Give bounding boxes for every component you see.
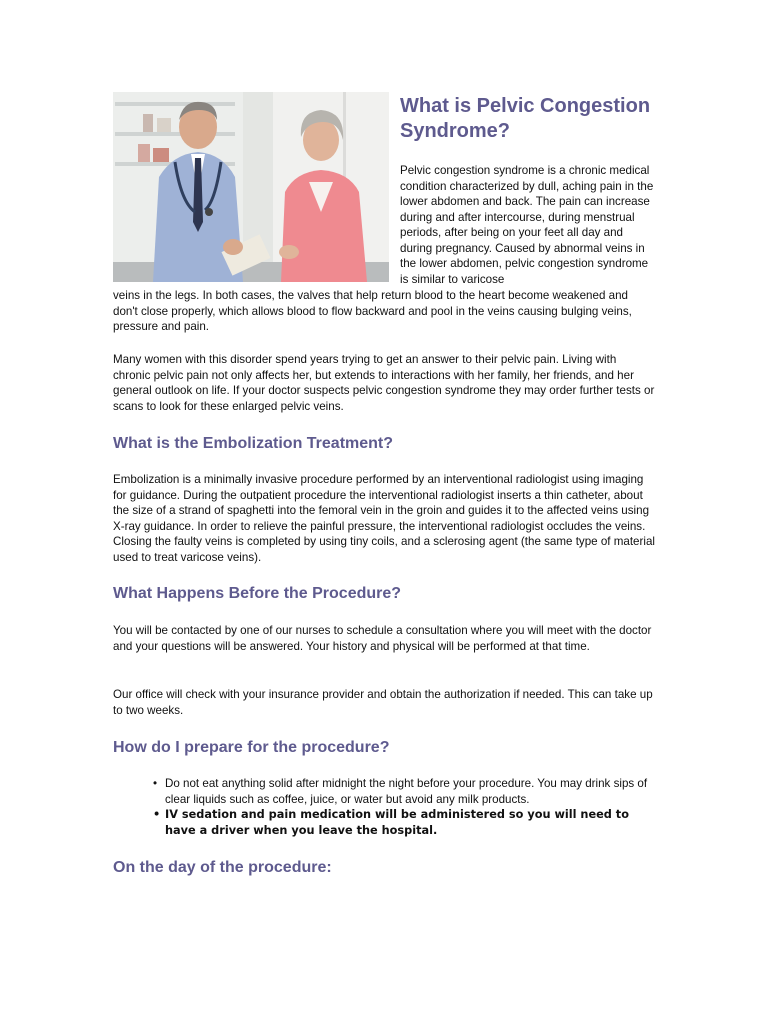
- list-item: [113, 776, 655, 807]
- heading-embolization: What is the Embolization Treatment?: [113, 435, 394, 452]
- paragraph-consultation: You will be contacted by one of our nurses to schedule a consultation where you will meet with the doctor and your questions will be answered. Your history and physical will be performed at that time.: [113, 624, 652, 653]
- heading-before-procedure: What Happens Before the Procedure?: [113, 585, 402, 602]
- bullet-marker: •: [153, 777, 158, 790]
- list-item: [113, 807, 655, 838]
- bullet-text-no-food: Do not eat anything solid after midnight the night before your procedure. You may drink sips of clear liquids such as coffee, juice, or water but avoid any milk products.: [165, 777, 648, 806]
- doctor-patient-illustration: [113, 92, 389, 282]
- bullet-marker: •: [153, 808, 161, 821]
- intro-paragraph-continued: veins in the legs. In both cases, the valves that help return blood to the heart become weakened and don't close properly, which allows blood to flow backward and pool in the veins causing bulging veins, pressure and pain.: [113, 289, 632, 333]
- heading-prepare: How do I prepare for the procedure?: [113, 739, 390, 756]
- bullet-text-sedation: IV sedation and pain medication will be administered so you will need to have a driver when you leave the hospital.: [165, 808, 629, 837]
- page-title: What is Pelvic Congestion Syndrome?: [400, 95, 651, 142]
- paragraph-insurance: Our office will check with your insurance provider and obtain the authorization if needed. This can take up to two weeks.: [113, 688, 653, 717]
- intro-paragraph-wrapped: Pelvic congestion syndrome is a chronic medical condition characterized by dull, aching pain in the lower abdomen and back. The pain can increase during and after intercourse, during menstrual periods, after being on your feet all day and during pregnancy. Caused by abnormal veins in the lower abdomen, pelvic congestion syndrome is similar to varicose: [400, 164, 654, 286]
- heading-day-of-procedure: On the day of the procedure:: [113, 859, 332, 876]
- doctor-patient-photo: [113, 92, 389, 282]
- paragraph-chronic-pain: Many women with this disorder spend years trying to get an answer to their pelvic pain. Living with chronic pelvic pain not only affects her, but extends to interactions with her family, her friends, and her general outlook on life. If your doctor suspects pelvic congestion syndrome they may order further tests or scans to look for these enlarged pelvic veins.: [113, 353, 655, 413]
- paragraph-embolization: Embolization is a minimally invasive procedure performed by an interventional radiologist using imaging for guidance. During the outpatient procedure the interventional radiologist inserts a thin catheter, about the size of a strand of spaghetti into the femoral vein in the groin and guides it to the affected veins using X-ray guidance. In order to relieve the painful pressure, the interventional radiologist occludes the veins. Closing the faulty veins is completed by using tiny coils, and a sclerosing agent (the same type of material used to treat varicose veins).: [113, 473, 655, 564]
- prepare-bullet-list: [113, 776, 655, 838]
